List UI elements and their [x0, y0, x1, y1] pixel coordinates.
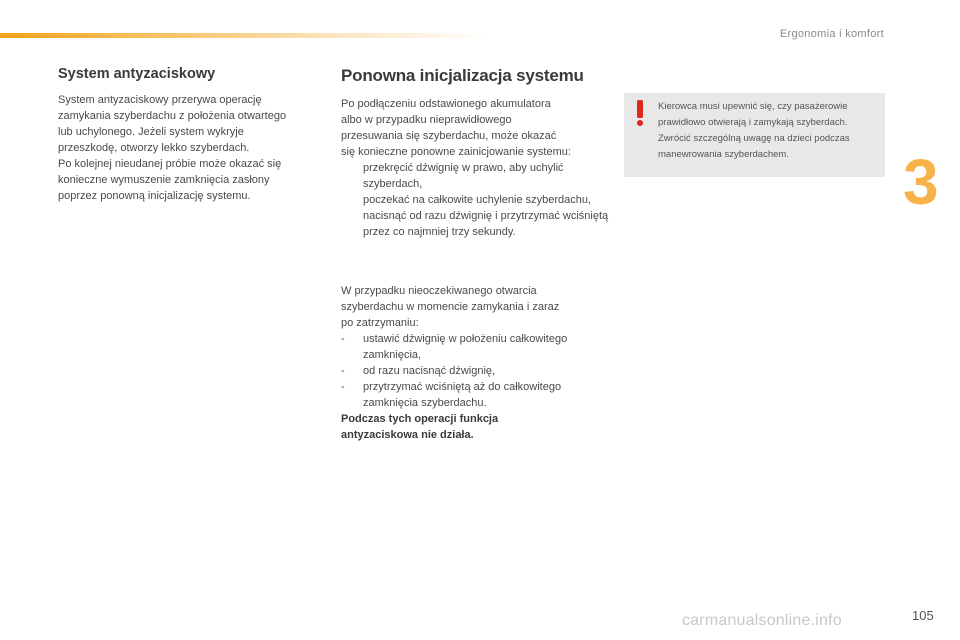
- list-item: [341, 160, 609, 192]
- text-line: przeszkodę, otworzy lekko szyberdach.: [58, 142, 250, 154]
- text-line: System antyzaciskowy przerywa operację: [58, 94, 262, 106]
- section-header: Ergonomia i komfort: [779, 28, 884, 40]
- dash-marker: -: [341, 365, 345, 377]
- reinit-steps-list: [341, 160, 609, 240]
- chapter-number: 3: [903, 146, 939, 218]
- list-item: [341, 192, 609, 208]
- text-line: Po kolejnej nieudanej próbie może okazać się: [58, 158, 282, 170]
- list-item-text: poczekać na całkowite uchylenie szyberdachu,: [363, 194, 592, 206]
- list-item-text: przekręcić dźwignię w prawo, aby uchylić szyberdach,: [363, 162, 564, 190]
- section-title-anti-pinch: System antyzaciskowy: [58, 66, 216, 82]
- list-item-text: przytrzymać wciśniętą aż do całkowitego zamknięcia szyberdachu.: [363, 381, 562, 409]
- text-line: szyberdachu w momencie zamykania i zaraz: [341, 301, 560, 313]
- text-line: przesuwania się szyberdachu, może okazać: [341, 130, 557, 142]
- page-number: 105: [912, 608, 934, 623]
- list-item: [341, 379, 609, 411]
- text-line: lub uchylonego. Jeżeli system wykryje: [58, 126, 244, 138]
- list-item: [341, 331, 609, 363]
- anti-pinch-disabled-note: [341, 411, 609, 443]
- text-line: zamykania szyberdachu z położenia otwartego: [58, 110, 287, 122]
- unexpected-opening-text: [341, 283, 609, 331]
- text-line: po zatrzymaniu:: [341, 317, 419, 329]
- list-item-text: nacisnąć od razu dźwignię i przytrzymać wciśniętą przez co najmniej trzy sekundy.: [363, 210, 609, 238]
- watermark: carmanualsonline.info: [682, 612, 842, 629]
- warning-box: [624, 93, 885, 177]
- text-line: się konieczne ponowne zainicjowanie systemu:: [341, 146, 571, 158]
- section-title-reinit: Ponowna inicjalizacja systemu: [341, 66, 584, 85]
- accent-bar: [0, 33, 490, 38]
- text-line: poprzez ponowną inicjalizację systemu.: [58, 190, 251, 202]
- text-line: Podczas tych operacji funkcja: [341, 413, 499, 425]
- right-column: [341, 66, 609, 443]
- text-line: antyzaciskowa nie działa.: [341, 429, 474, 441]
- left-column: [58, 66, 320, 204]
- list-item-text: ustawić dźwignię w położeniu całkowitego zamknięcia,: [363, 333, 568, 361]
- text-line: albo w przypadku nieprawidłowego: [341, 114, 512, 126]
- dash-list: [341, 331, 609, 411]
- reinit-intro: [341, 96, 609, 160]
- list-item-text: od razu nacisnąć dźwignię,: [363, 365, 496, 377]
- text-line: Po podłączeniu odstawionego akumulatora: [341, 98, 551, 110]
- dash-marker: -: [341, 333, 345, 345]
- anti-pinch-description: [58, 92, 320, 204]
- text-line: W przypadku nieoczekiwanego otwarcia: [341, 285, 537, 297]
- warning-text: Kierowca musi upewnić się, czy pasażerowie prawidłowo otwierają i zamykają szyberdach. Zwrócić szczególną uwagę na dzieci podczas manewrowania szyberdachem.: [658, 101, 850, 160]
- exclamation-icon: [636, 100, 644, 126]
- text-line: konieczne wymuszenie zamknięcia zasłony: [58, 174, 270, 186]
- list-item: [341, 363, 609, 379]
- list-item: [341, 208, 609, 240]
- dash-marker: -: [341, 381, 345, 393]
